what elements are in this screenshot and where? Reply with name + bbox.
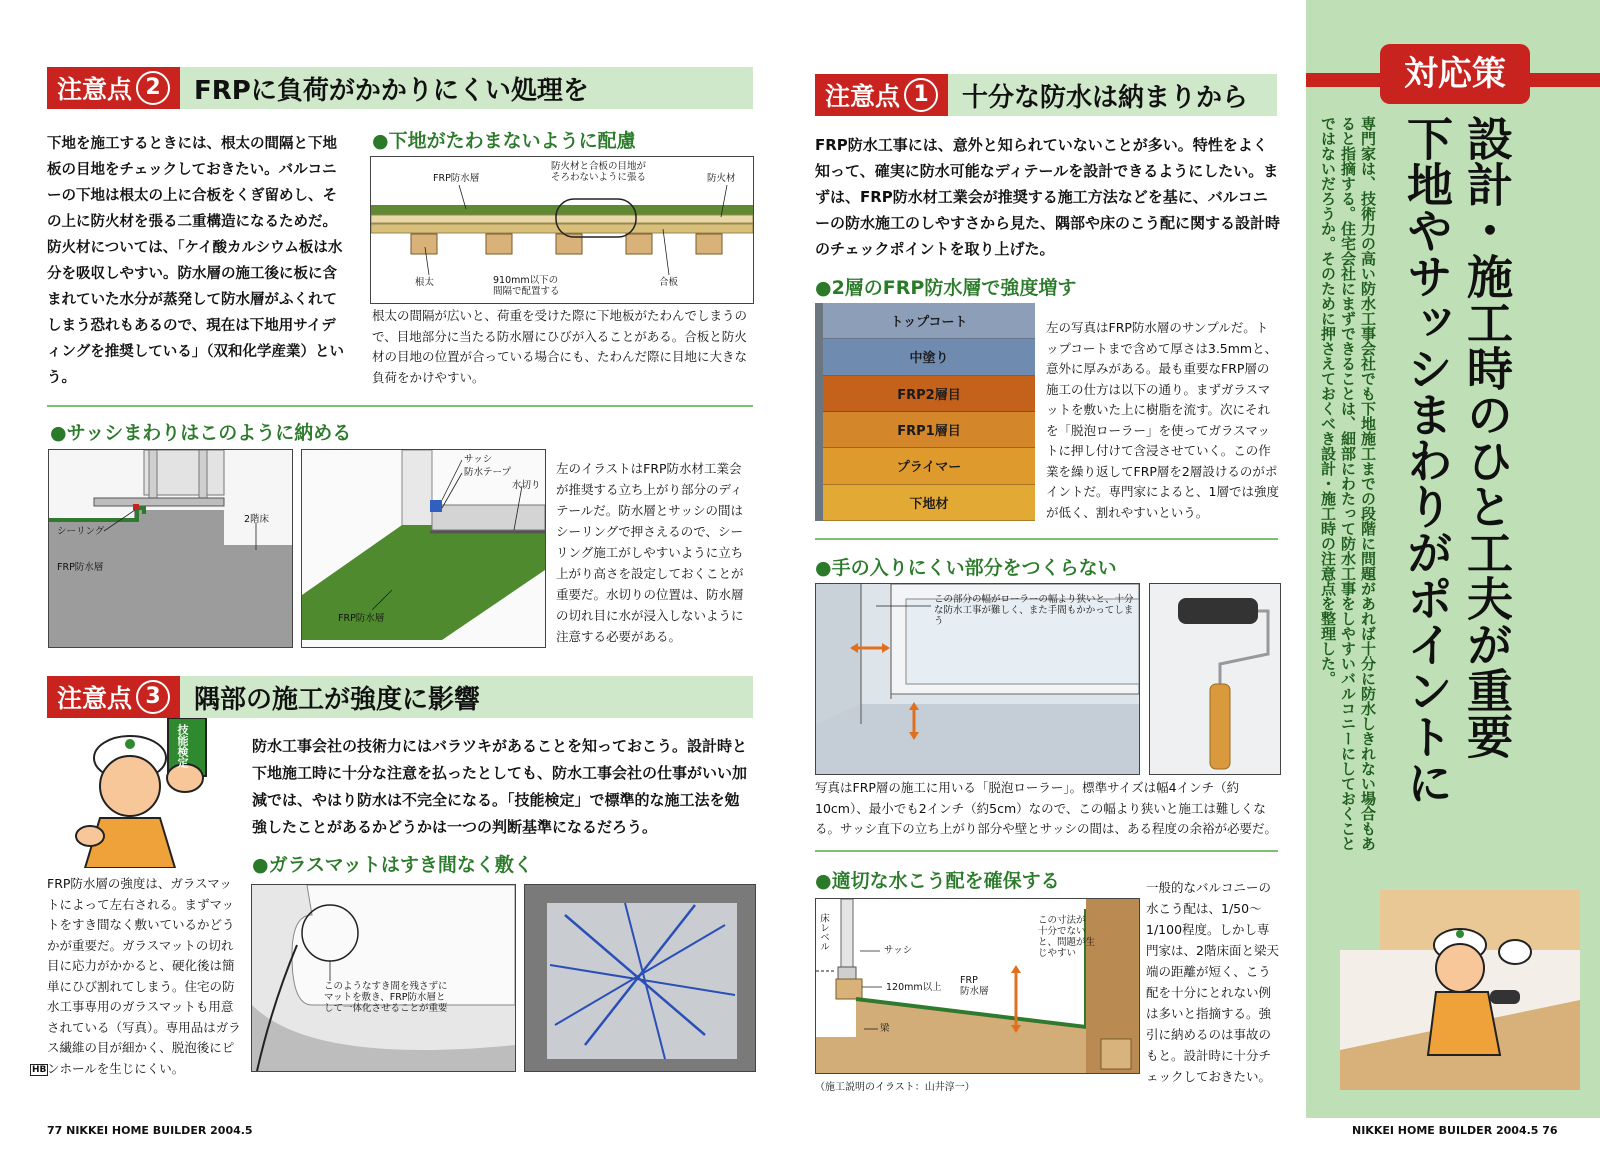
joist — [696, 234, 722, 254]
layer-band: トップコート — [823, 303, 1035, 339]
right-sub3: ●適切な水こう配を確保する — [815, 870, 1060, 892]
label-plywood: 合板 — [659, 277, 679, 288]
label-120mm: 120mm以上 — [886, 982, 942, 993]
section-2-sub2: ●サッシまわりはこのように納める — [50, 422, 352, 444]
left-footer: 77 NIKKEI HOME BUILDER 2004.5 — [47, 1124, 253, 1137]
glass-mat-photo — [524, 884, 756, 1072]
label-sash-2: サッシ — [884, 945, 913, 956]
sash-text: 左のイラストはFRP防水材工業会が推奨する立ち上がり部分のディテールだ。防水層とサッシの間はシーリングで押さえるので、シーリング施工がしやすいように立ち上がり高さを設定しておくことが重要だ。水切りの位置は、防水層の切れ目に水が浸入しないように注意する必要がある。 — [556, 461, 744, 644]
side-worker-illustration — [1340, 890, 1580, 1090]
section-2-body: 下地を施工するときには、根太の間隔と下地板の目地をチェックしておきたい。バルコニーの下地は根太の上に合板をくぎ留めし、その上に防火材を張る二重構造になるためだ。防火材については、「ケイ酸カルシウム板は水分を吸収しやすい。防水層の施工後に板に含まれていた水分が蒸発して防水層がふくれてしまう恐れもあるので、現在は下地用サイディングを推奨している」（双和化学産業）という。 — [47, 136, 344, 386]
label-frp-layer-3: FRP防水層 — [338, 613, 385, 624]
illustration-credit: （施工説明のイラスト：山井淳一） — [815, 1082, 975, 1093]
label-joist: 根太 — [415, 277, 435, 288]
divider-1 — [47, 405, 753, 407]
narrow-space-diagram — [815, 583, 1140, 775]
label-waterproof-tape: 防水テープ — [464, 467, 512, 478]
glass-mat-text: FRP防水層の強度は、ガラスマットによって左右される。まずマットをすき間なく敷いているかどうかが重要だ。ガラスマットの切れ目に応力がかかると、硬化後は簡単にひび割れてしまう。住宅の防水工事専用のガラスマットも用意されている（写真）。専用品はガラス繊維の目が細かく、脱泡後にピンホールを生じにくい。 — [47, 876, 241, 1076]
glass-mat-diagram — [251, 884, 516, 1072]
layer-band: FRP2層目 — [823, 376, 1035, 412]
label-spacing: 910mm以下の 間隔で配置する — [493, 275, 560, 297]
worker-illustration — [60, 718, 230, 868]
layer-text: 左の写真はFRP防水層のサンプルだ。トップコートまで含めて厚さは3.5mmと、意外に厚みがある。最も重要なFRP層の施工の仕方は以下の通り。まずガラスマットを敷いた上に樹脂を流す。次にそれを「脱泡ローラー」を使ってガラスマットに押し付けて含浸させていく。この作業を繰り返してFRP層を2層設けるのがポイントだ。専門家によると、1層では強度が低く、割れやすいという。 — [1046, 320, 1279, 520]
section-2-sub1: ●下地がたわまないように配慮 — [372, 130, 636, 152]
label-beam: 梁 — [880, 1023, 890, 1034]
layer-band: プライマー — [823, 448, 1035, 484]
label-frp-layer-2: FRP防水層 — [57, 562, 104, 573]
layer-sample-photo — [815, 303, 1035, 521]
glass-mat-photo-svg — [525, 885, 755, 1071]
joist — [486, 234, 512, 254]
sash-3d-diagram — [301, 449, 546, 648]
section-3-header — [47, 676, 753, 718]
label-floor-level: 床レベル — [818, 913, 829, 951]
joist — [626, 234, 652, 254]
section-1-header — [815, 74, 1277, 116]
sash-section-svg — [49, 450, 292, 647]
skill-card-label: 技能検定 — [176, 724, 189, 768]
side-lead: 専門家は、技術力の高い防水工事会社でも下地施工までの段階に問題があれば十分に防水しきれない場合もあると指摘する。住宅会社にまずできることは、細部にわたって防水工事をしやすいバルコニーにしておくことではないだろうか。そのために押さえておくべき設計・施工時の注意点を整理した。 — [1319, 116, 1377, 851]
label-flashing: 水切り — [512, 480, 541, 491]
section-3-title: 隅部の施工が強度に影響 — [194, 684, 481, 715]
layer-band: FRP1層目 — [823, 412, 1035, 448]
layer-band: 下地材 — [823, 485, 1035, 521]
side-banner: 対応策 — [1380, 44, 1530, 104]
section-1-tag: 注意点 1 — [815, 74, 948, 116]
label-frp-layer-4: FRP 防水層 — [960, 975, 989, 997]
divider-3 — [815, 850, 1278, 852]
label-fireproof: 防火材 — [707, 173, 736, 184]
subfloor-diagram — [370, 156, 754, 304]
section-3-tag: 注意点 3 — [47, 676, 180, 718]
section-1-body: FRP防水工事には、意外と知られていないことが多い。特性をよく知って、確実に防水可能なディテールを設計できるようにしたい。まずは、FRP防水材工業会が推奨する施工方法などを基に、バルコニーの防水施工のしやすさから見た、隅部や床のこう配に関する設計時のチェックポイントを取り上げた。 — [815, 136, 1281, 258]
worker-svg — [60, 718, 230, 868]
roller-photo — [1149, 583, 1281, 775]
right-footer: NIKKEI HOME BUILDER 2004.5 76 — [1352, 1124, 1558, 1137]
section-2-header — [47, 67, 753, 109]
fireproof-board — [371, 215, 753, 223]
hb-mark: HB — [32, 1065, 47, 1075]
section-1-title: 十分な防水は納まりから — [962, 82, 1249, 113]
side-headline-1: 設計・施工時のひと工夫が重要 — [1460, 115, 1514, 759]
divider-2 — [815, 538, 1278, 540]
section-2-tag: 注意点 2 — [47, 67, 180, 109]
right-sub2: ●手の入りにくい部分をつくらない — [815, 557, 1117, 579]
label-joint-note: 防火材と合板の目地が そろわないように張る — [551, 161, 647, 183]
joist — [411, 234, 437, 254]
section-2-title: FRPに負荷がかかりにくい処理を — [194, 75, 589, 106]
roller-svg — [1150, 584, 1280, 774]
side-worker-svg — [1340, 890, 1580, 1090]
slope-diagram — [815, 898, 1140, 1074]
frp-layer — [371, 205, 753, 215]
side-headline-2: 下地やサッシまわりがポイントに — [1400, 115, 1454, 805]
label-sash: サッシ — [464, 454, 493, 465]
label-2f-floor: 2階床 — [244, 514, 270, 525]
section-3-body: 防水工事会社の技術力にはバラツキがあることを知っておこう。設計時と下地施工時に十分な注意を払ったとしても、防水工事会社の仕事がいい加減では、やはり防水は不完全になる。「技能検定」で標準的な施工法を勉強したことがあるかどうかは一つの判断基準になるだろう。 — [252, 737, 748, 836]
sealing — [133, 504, 139, 510]
subfloor-caption: 根太の間隔が広いと、荷重を受けた際に下地板がたわんでしまうので、目地部分に当たる防水層にひびが入ることがある。合板と防火材の目地の位置が合っている場合にも、たわんだ際に目地に大きな負荷をかけやすい。 — [372, 308, 748, 385]
label-frp-layer: FRP防水層 — [433, 173, 480, 184]
glass-mat-svg — [252, 885, 515, 1071]
layer-band: 中塗り — [823, 339, 1035, 375]
narrow-space-label: この部分の幅がローラーの幅より狭いと、十分な防水工事が難しく、また手間もかかってしまう — [934, 594, 1134, 627]
label-dimension-note: この寸法が 十分でない と、問題が生 じやすい — [1038, 915, 1096, 959]
roller-caption: 写真はFRP層の施工に用いる「脱泡ローラー」。標準サイズは幅4インチ（約10cm）、最小でも2インチ（約5cm）なので、この幅より狭いと施工は難しくなる。サッシ直下の立ち上がり部分や壁とサッシの間は、ある程度の余裕が必要だ。 — [815, 780, 1278, 836]
right-sub1: ●2層のFRP防水層で強度増す — [815, 277, 1077, 299]
glass-mat-label: このようなすき間を残さずにマットを敷き、FRP防水層として一体化させることが重要 — [324, 981, 448, 1014]
section-3-sub: ●ガラスマットはすき間なく敷く — [252, 854, 533, 876]
layer-stack — [823, 303, 1035, 521]
label-sealing: シーリング — [57, 526, 105, 537]
slope-text: 一般的なバルコニーの水こう配は、1/50～1/100程度。しかし専門家は、2階床面と梁天端の距離が短く、こう配を十分にとれない例は多いと指摘する。強引に納めるのは事故のもと。設計時に十分チェックしておきたい。 — [1146, 880, 1279, 1084]
sash-section-diagram — [48, 449, 293, 648]
